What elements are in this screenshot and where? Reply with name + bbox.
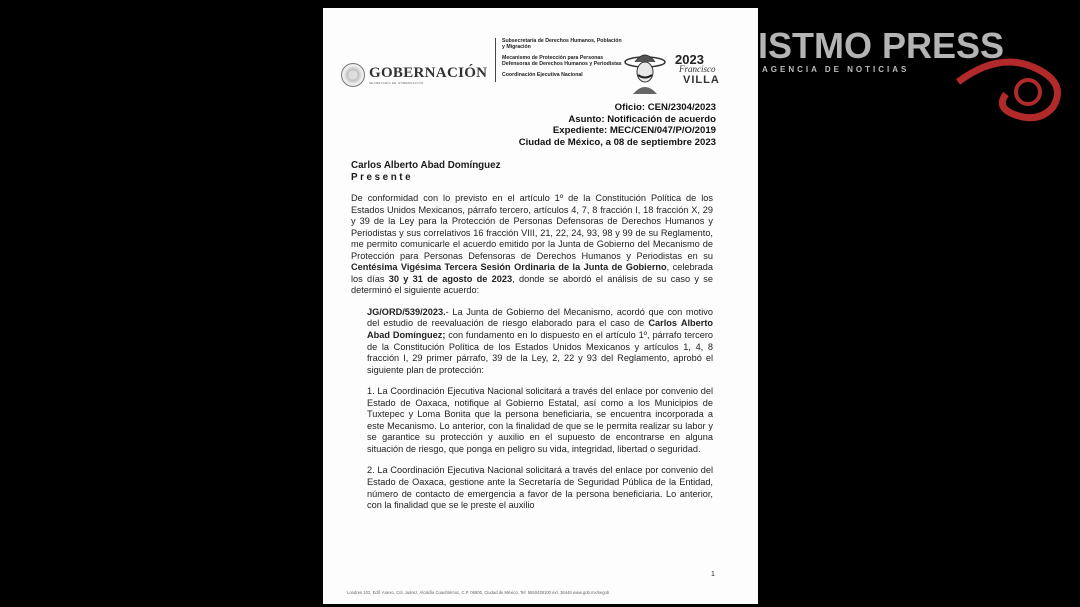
logo-subtext: SECRETARÍA DE GOBERNACIÓN — [369, 80, 424, 85]
footer-address: Londres 102, Edif. Anexo, Col. Juárez, Alcaldía Cuauhtémoc, C.P. 06600, Ciudad de México. Tel: 5550428100 ext. 36446 www.gob.mx/segob — [347, 590, 610, 595]
watermark-tagline: AGENCIA DE NOTICIAS — [762, 65, 910, 74]
logo-name-line2: VILLA — [683, 74, 720, 86]
place-date: Ciudad de México, a 08 de septiembre 2023 — [518, 136, 716, 148]
oficio-number: Oficio: CEN/2304/2023 — [614, 102, 716, 113]
dependency-line: Coordinación Ejecutiva Nacional — [502, 71, 583, 78]
gobernacion-logo — [341, 63, 487, 87]
document-page — [323, 8, 758, 604]
intro-paragraph: De conformidad con lo previsto en el artículo 1º de la Constitución Política de los Estados Unidos Mexicanos, párrafo tercero, artículos 4, 7, 8 fracción I, 18 fracción X, 29 y 39 de la Ley para la Protección de Personas Defensoras de Derechos Humanos y Periodistas y sus correlativos 16 fracción VIII, 21, 22, 24, 93, 98 y 99 de su Reglamento, me permito comunicarle el acuerdo emitido por la Junta de Gobierno del Mecanismo de Protección para Personas Defensoras de Derechos Humanos y Periodistas en su Centésima Vigésima Tercera Sesión Ordinaria de la Junta de Gobierno, celebrada los días 30 y 31 de agosto de 2023, donde se abordó el análisis de su caso y se determinó el siguiente acuerdo: — [351, 193, 714, 296]
istmo-press-watermark — [758, 22, 1080, 132]
dependency-line: Subsecretaría de Derechos Humanos, Población y Migración — [502, 38, 622, 51]
watermark-brand: ISTMO PRESS — [758, 25, 1005, 66]
press-swirl-icon — [958, 62, 1058, 118]
logo-name-line1: Francisco — [679, 64, 716, 74]
logo-text: GOBERNACIÓN — [369, 64, 488, 81]
logo-year: 2023 — [675, 52, 704, 67]
page-number: 1 — [711, 571, 715, 578]
expediente: Expediente: MEC/CEN/047/P/O/2019 — [552, 125, 716, 136]
dependency-line: Mecanismo de Protección para Personas Defensoras de Derechos Humanos y Periodistas — [502, 54, 622, 68]
recipient-block — [351, 160, 501, 183]
agreement-paragraph: JG/ORD/539/2023.- La Junta de Gobierno del Mecanismo, acordó que con motivo del estudio de reevaluación de riesgo elaborado para el caso de Carlos Alberto Abad Domínguez; con fundamento en lo dispuesto en el artículo 1º, párrafo tercero de la Constitución Política de los Estados Unidos Mexicanos y artículos 1, 4, 8 fracción I, 29 primer párrafo, 39 de la Ley, 2, 22 y 93 del Reglamento, aprobó el siguiente plan de protección: — [367, 306, 713, 375]
mexico-seal-icon — [341, 63, 365, 87]
plan-item-1: 1. La Coordinación Ejecutiva Nacional solicitará a través del enlace por convenio del Estado de Oaxaca, notifique al Gobierno Estatal, así como a los Municipios de Tuxtepec y Loma Bonita que la persona beneficiaria, se encuentra incorporada a este Mecanismo. Lo anterior, con la finalidad de que se le permita realizar su labor y se garantice su protección y auxilio en el supuesto de encontrarse en alguna situación de riesgo, que ponga en peligro su vida, integridad, libertad o seguridad. — [367, 386, 713, 454]
recipient-name: Carlos Alberto Abad Domínguez — [351, 160, 501, 171]
plan-item-2: 2. La Coordinación Ejecutiva Nacional solicitará a través del enlace por convenio del Estado de Oaxaca, gestione ante la Secretaría de Seguridad Pública de la Entidad, número de contacto de emergencia a favor de la persona beneficiaria. Lo anterior, con la finalidad que se le preste el auxilio — [367, 465, 713, 511]
letter-body — [351, 193, 713, 522]
villa-portrait-icon — [623, 50, 667, 94]
document-meta — [519, 102, 716, 148]
villa-2023-logo — [621, 48, 741, 98]
presente-label: Presente — [351, 171, 414, 183]
asunto: Asunto: Notificación de acuerdo — [568, 113, 716, 125]
dependency-block — [495, 38, 622, 82]
